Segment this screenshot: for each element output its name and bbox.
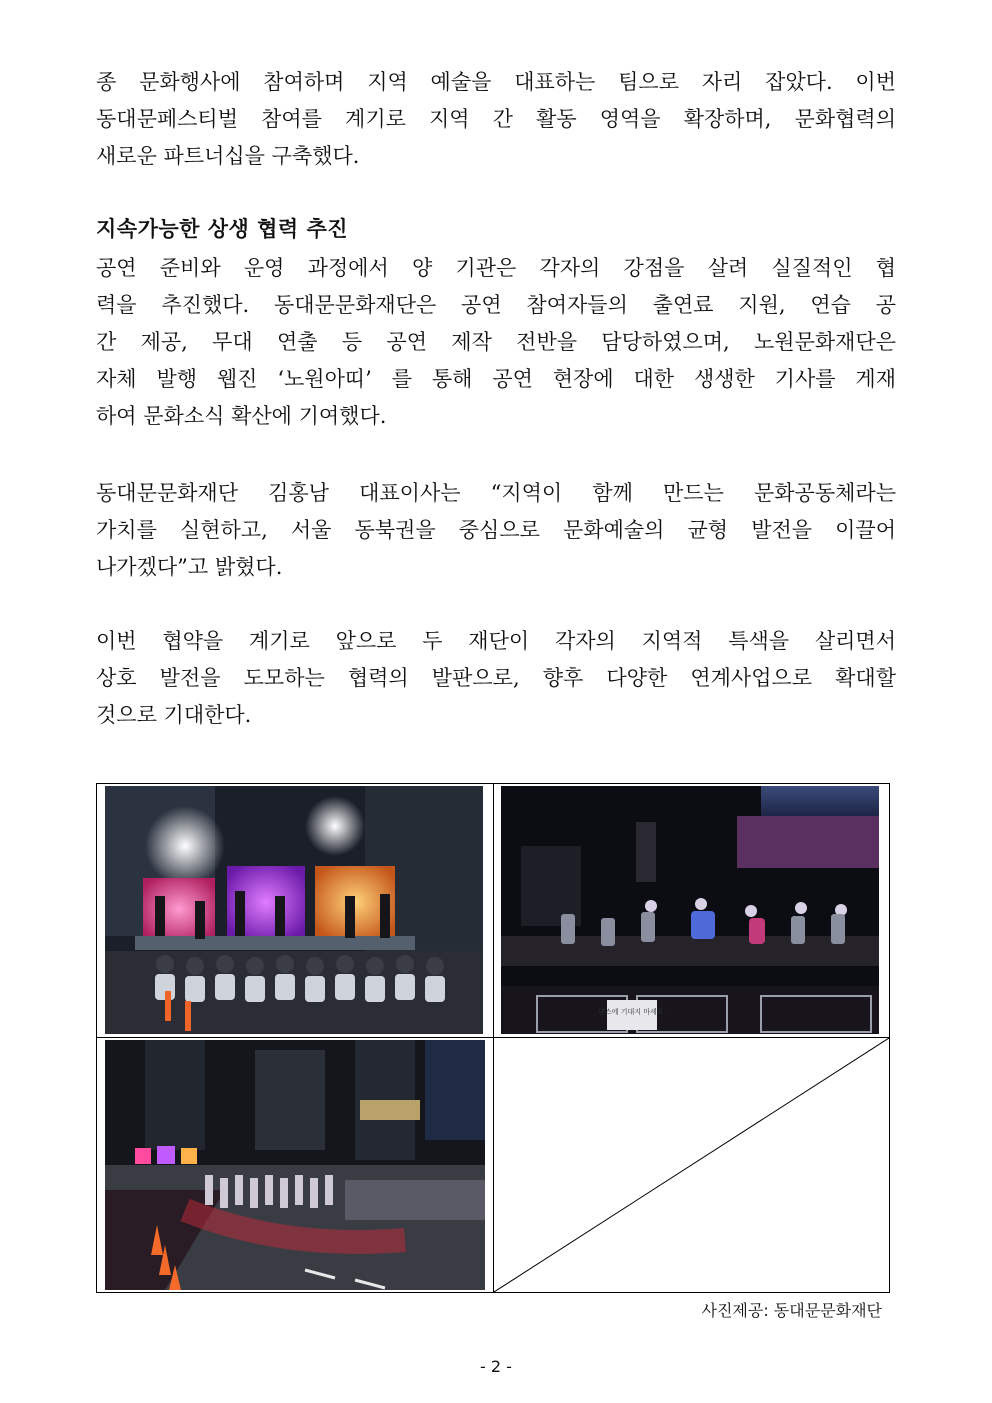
photo-cell <box>97 1038 494 1292</box>
text-line: 하여 문화소식 확산에 기여했다. <box>96 404 387 428</box>
photo-credit: 사진제공: 동대문문화재단 <box>701 1301 882 1320</box>
text-line: 상호 발전을 도모하는 협력의 발판으로, 향후 다양한 연계사업으로 확대할 <box>96 666 896 690</box>
quote-paragraph <box>96 475 896 586</box>
text-line: 자체 발행 웹진 ‘노원아띠’ 를 통해 공연 현장에 대한 생생한 기사를 게재 <box>96 367 896 391</box>
text-line: 동대문문화재단 김홍남 대표이사는 “지역이 함께 만드는 문화공동체라는 <box>96 481 896 505</box>
photo-cell <box>97 784 494 1038</box>
photo-table <box>96 783 890 1293</box>
text-line: 종 문화행사에 참여하며 지역 예술을 대표하는 팀으로 자리 잡았다. 이번 <box>96 70 896 94</box>
photo-stage-cubes <box>105 786 483 1034</box>
text-line: 것으로 기대한다. <box>96 703 252 727</box>
text-line: 나가겠다”고 밝혔다. <box>96 555 283 579</box>
sign-text: 댄스에 기대지 마세요. <box>598 1008 666 1016</box>
diagonal-line <box>494 1038 889 1292</box>
outlook-paragraph <box>96 623 896 734</box>
section-heading: 지속가능한 상생 협력 추진 <box>96 217 349 241</box>
text-line: 이번 협약을 계기로 앞으로 두 재단이 각자의 지역적 특색을 살리면서 <box>96 629 896 653</box>
text-line: 동대문페스티벌 참여를 계기로 지역 간 활동 영역을 확장하며, 문화협력의 <box>96 107 896 131</box>
photo-night-performance <box>501 786 879 1034</box>
text-line: 간 제공, 무대 연출 등 공연 제작 전반을 담당하였으며, 노원문화재단은 <box>96 330 896 354</box>
empty-cell <box>494 1038 889 1292</box>
page-number: - 2 - <box>480 1357 512 1376</box>
text-line: 새로운 파트너십을 구축했다. <box>96 144 360 168</box>
photo-street-parade <box>105 1040 485 1290</box>
photo-cell <box>494 784 889 1038</box>
text-line: 력을 추진했다. 동대문문화재단은 공연 참여자들의 출연료 지원, 연습 공 <box>96 293 896 317</box>
text-line: 가치를 실현하고, 서울 동북권을 중심으로 문화예술의 균형 발전을 이끌어 <box>96 518 896 542</box>
text-line: 공연 준비와 운영 과정에서 양 기관은 각자의 강점을 살려 실질적인 협 <box>96 256 896 280</box>
cooperation-paragraph <box>96 250 896 435</box>
intro-paragraph <box>96 64 896 175</box>
